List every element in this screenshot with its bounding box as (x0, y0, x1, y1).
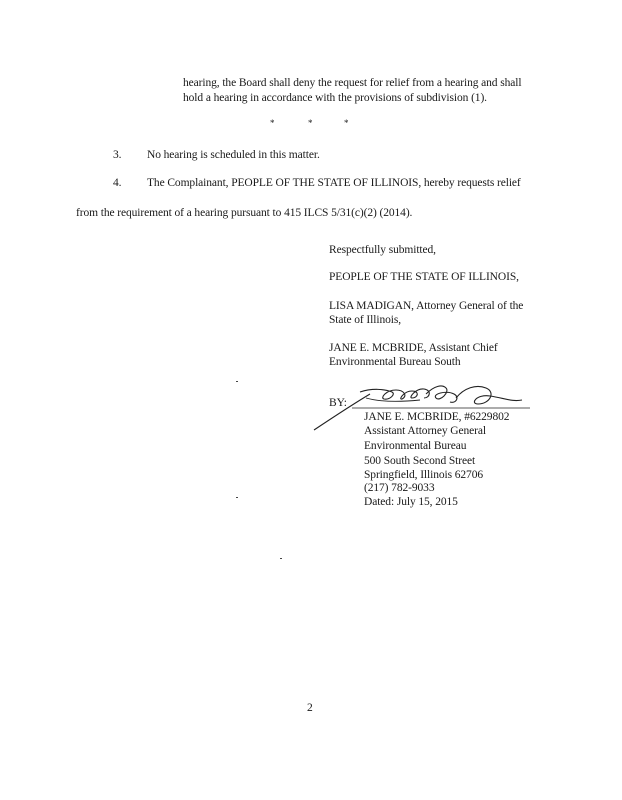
address-line-5: (217) 782-9033 (364, 482, 435, 494)
ellipsis-star: * (270, 118, 275, 128)
attorney-general-line-1: LISA MADIGAN, Attorney General of the (329, 300, 524, 312)
ellipsis-star: * (308, 118, 313, 128)
signer-name: JANE E. MCBRIDE, #6229802 (364, 411, 510, 423)
address-line-3: 500 South Second Street (364, 455, 476, 467)
scan-speck (236, 497, 238, 498)
paragraph-number-3: 3. (113, 149, 122, 161)
paragraph-4-text: The Complainant, PEOPLE OF THE STATE OF ILLINOIS, hereby requests relief (147, 177, 521, 189)
quote-line-1: hearing, the Board shall deny the request for relief from a hearing and shall (183, 77, 522, 89)
paragraph-4-continuation: from the requirement of a hearing pursuant to 415 ILCS 5/31(c)(2) (2014). (76, 207, 413, 219)
address-line-2: Environmental Bureau (364, 440, 467, 452)
assistant-chief-line-2: Environmental Bureau South (329, 356, 461, 368)
paragraph-3-text: No hearing is scheduled in this matter. (147, 149, 320, 161)
by-label: BY: (329, 397, 347, 409)
attorney-general-line-2: State of Illinois, (329, 314, 401, 326)
scan-speck (280, 558, 282, 559)
scan-speck (236, 381, 238, 382)
paragraph-number-4: 4. (113, 177, 122, 189)
closing-party: PEOPLE OF THE STATE OF ILLINOIS, (329, 271, 519, 283)
date-line: Dated: July 15, 2015 (364, 496, 458, 508)
ellipsis-star: * (344, 118, 349, 128)
assistant-chief-line-1: JANE E. MCBRIDE, Assistant Chief (329, 342, 498, 354)
page-number: 2 (307, 702, 313, 714)
closing-salutation: Respectfully submitted, (329, 244, 436, 256)
address-line-4: Springfield, Illinois 62706 (364, 469, 484, 481)
address-line-1: Assistant Attorney General (364, 425, 486, 437)
quote-line-2: hold a hearing in accordance with the provisions of subdivision (1). (183, 92, 487, 104)
